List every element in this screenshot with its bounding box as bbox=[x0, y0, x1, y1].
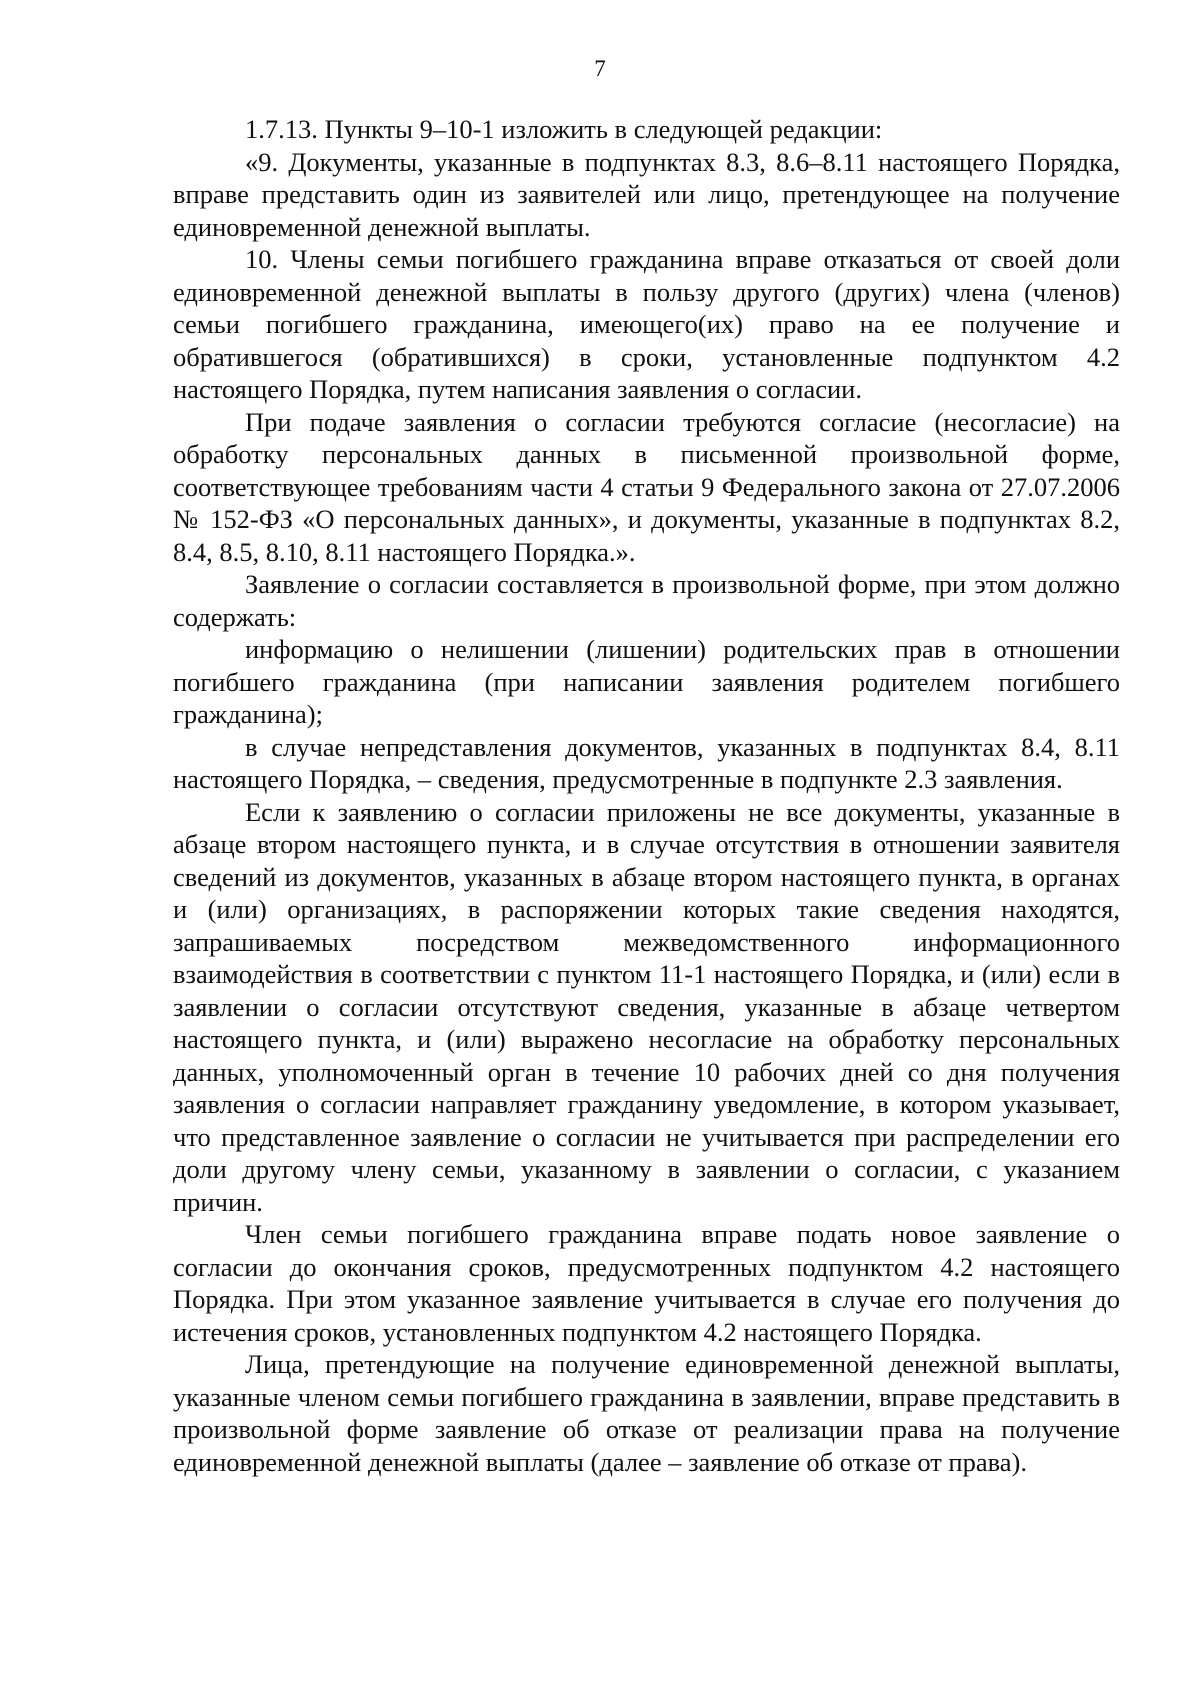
paragraph-missing-documents: в случае непредставления документов, указанных в подпунктах 8.4, 8.11 настоящего Порядка, – сведения, предусмотренные в подпункте 2.3 заявления. bbox=[173, 731, 1120, 794]
paragraph-new-application: Член семьи погибшего гражданина вправе подать новое заявление о согласии до окончания сроков, предусмотренных подпунктом 4.2 настоящего Порядка. При этом указанное заявление учитывается в случае его получения до истечения сроков, установленных подпунктом 4.2 настоящего Порядка. bbox=[173, 1219, 1120, 1347]
page-number: 7 bbox=[594, 56, 606, 81]
paragraph-item-9: «9. Документы, указанные в подпунктах 8.3, 8.6–8.11 настоящего Порядка, вправе представить один из заявителей или лицо, претендующее на получение единовременной денежной выплаты. bbox=[173, 146, 1120, 242]
paragraph-item-10: 10. Члены семьи погибшего гражданина вправе отказаться от своей доли единовременной денежной выплаты в пользу другого (других) члена (членов) семьи погибшего гражданина, имеющего(их) право на ее получение и обратившегося (обратившихся) в сроки, установленные подпунктом 4.2 настоящего Порядка, путем написания заявления о согласии. bbox=[173, 244, 1120, 404]
paragraph-refusal: Лица, претендующие на получение единовременной денежной выплаты, указанные членом семьи погибшего гражданина в заявлении, вправе представить в произвольной форме заявление об отказе от реализации права на получение единовременной денежной выплаты (далее – заявление об отказе от права). bbox=[173, 1349, 1120, 1477]
paragraph-1-7-13: 1.7.13. Пункты 9–10-1 изложить в следующей редакции: bbox=[245, 114, 883, 144]
paragraph-consent-form: Заявление о согласии составляется в произвольной форме, при этом должно содержать: bbox=[173, 569, 1120, 632]
paragraph-consent-requirements: При подаче заявления о согласии требуются согласие (несогласие) на обработку персональных данных в письменной произвольной форме, соответствующее требованиям части 4 статьи 9 Федерального закона от 27.07.2006 № 152-ФЗ «О персональных данных», и документы, указанные в подпунктах 8.2, 8.4, 8.5, 8.10, 8.11 настоящего Порядка.». bbox=[173, 406, 1120, 567]
document-body bbox=[173, 113, 1120, 1478]
paragraph-parental-rights: информацию о нелишении (лишении) родительских прав в отношении погибшего гражданина (при написании заявления родителем погибшего гражданина); bbox=[173, 634, 1120, 729]
paragraph-notification: Если к заявлению о согласии приложены не все документы, указанные в абзаце втором настоящего пункта, и в случае отсутствия в отношении заявителя сведений из документов, указанных в абзаце втором настоящего пункта, в органах и (или) организациях, в распоряжении которых такие сведения находятся, запрашиваемых посредством межведомственного информационного взаимодействия в соответствии с пунктом 11-1 настоящего Порядка, и (или) если в заявлении о согласии отсутствуют сведения, указанные в абзаце четвертом настоящего пункта, и (или) выражено несогласие на обработку персональных данных, уполномоченный орган в течение 10 рабочих дней со дня получения заявления о согласии направляет гражданину уведомление, в котором указывает, что представленное заявление о согласии не учитывается при распределении его доли другому члену семьи, указанному в заявлении о согласии, с указанием причин. bbox=[173, 796, 1120, 1217]
